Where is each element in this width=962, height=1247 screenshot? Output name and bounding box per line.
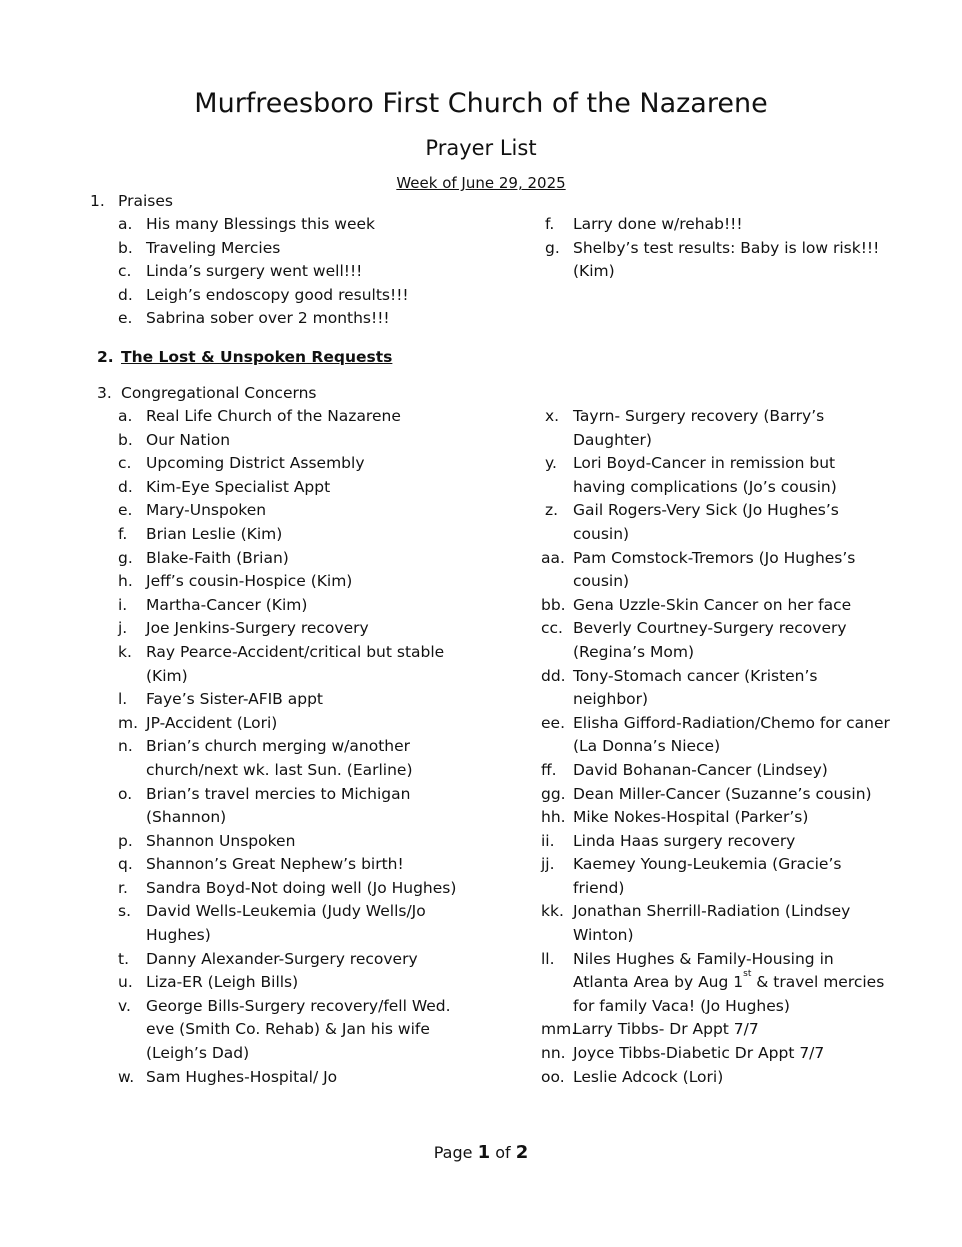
list-marker: j. (118, 619, 128, 638)
list-marker: e. (118, 501, 133, 520)
concerns-list-right (541, 405, 890, 1089)
list-marker: b. (118, 238, 133, 257)
list-item (541, 759, 890, 783)
list-marker: hh. (541, 808, 566, 827)
list-marker: aa. (541, 548, 565, 567)
list-item (118, 688, 463, 712)
list-item-text: Tony-Stomach cancer (Kristen’s neighbor) (573, 666, 818, 709)
list-item (118, 307, 518, 331)
list-marker: v. (118, 996, 131, 1015)
list-marker: bb. (541, 595, 566, 614)
of-word: of (495, 1143, 511, 1162)
section-concerns-heading (97, 382, 316, 405)
list-item (118, 260, 518, 284)
list-marker: jj. (541, 855, 555, 874)
list-marker: c. (118, 454, 132, 473)
list-marker: nn. (541, 1044, 566, 1063)
list-marker: d. (118, 285, 133, 304)
list-item-text: Shannon’s Great Nephew’s birth! (146, 855, 404, 874)
list-item-text: Gena Uzzle-Skin Cancer on her face (573, 595, 852, 614)
list-item-text: Leigh’s endoscopy good results!!! (146, 285, 409, 304)
list-item-text: Danny Alexander-Surgery recovery (146, 949, 418, 968)
list-item (541, 1042, 890, 1066)
list-item (118, 405, 463, 429)
section-label: The Lost & Unspoken Requests (121, 348, 393, 366)
list-item (118, 617, 463, 641)
list-item (118, 499, 463, 523)
list-item (118, 523, 463, 547)
list-marker: w. (118, 1067, 135, 1086)
list-item-text: Ray Pearce-Accident/critical but stable (Kim) (146, 642, 445, 685)
list-marker: t. (118, 949, 130, 968)
list-item-text: Lori Boyd-Cancer in remission but having complications (Jo’s cousin) (573, 454, 837, 496)
list-item (545, 237, 890, 284)
list-marker: h. (118, 572, 133, 591)
list-item (118, 641, 463, 688)
list-marker: ii. (541, 831, 555, 850)
list-item-text: Joe Jenkins-Surgery recovery (146, 619, 369, 638)
list-item (541, 783, 890, 807)
list-marker: a. (118, 407, 133, 425)
list-marker: kk. (541, 902, 564, 921)
list-marker: m. (118, 713, 139, 732)
page-word: Page (433, 1143, 473, 1162)
list-item-text: His many Blessings this week (146, 215, 376, 233)
list-item (541, 547, 890, 594)
list-item (541, 1066, 890, 1090)
list-item (118, 570, 463, 594)
list-item (541, 853, 890, 900)
list-item-text: Our Nation (146, 430, 231, 449)
list-marker: gg. (541, 784, 566, 803)
page-total: 2 (515, 1142, 529, 1163)
list-marker: dd. (541, 666, 566, 685)
list-item (118, 971, 463, 995)
section-label: Praises (118, 192, 173, 210)
list-item-text: Blake-Faith (Brian) (146, 548, 289, 567)
section-number: 1. (90, 192, 105, 210)
list-marker: f. (545, 215, 555, 233)
list-item (118, 995, 463, 1066)
list-item (545, 405, 890, 452)
document-title: Murfreesboro First Church of the Nazarene (194, 88, 768, 119)
list-item-text: Linda Haas surgery recovery (573, 831, 796, 850)
list-marker: ll. (541, 949, 555, 968)
section-praises-heading (90, 190, 173, 213)
list-marker: c. (118, 262, 132, 281)
list-item-text: Brian’s church merging w/another church/next wk. last Sun. (Earline) (146, 737, 413, 779)
list-marker: z. (545, 501, 559, 520)
list-item (541, 1018, 890, 1042)
list-item-text: Shannon Unspoken (146, 831, 296, 850)
list-item-text: Sabrina sober over 2 months!!! (146, 309, 390, 328)
praises-list-right (545, 213, 890, 284)
list-marker: k. (118, 642, 132, 661)
list-marker: oo. (541, 1067, 565, 1086)
list-marker: g. (545, 238, 560, 257)
list-marker: b. (118, 430, 133, 449)
list-marker: x. (545, 407, 560, 425)
list-item (541, 665, 890, 712)
list-marker: ee. (541, 713, 565, 732)
list-item (118, 237, 518, 261)
list-item-text: Upcoming District Assembly (146, 454, 365, 473)
list-item-text: Sandra Boyd-Not doing well (Jo Hughes) (146, 878, 457, 897)
list-marker: cc. (541, 619, 563, 638)
list-item (541, 806, 890, 830)
list-item-text: Larry Tibbs- Dr Appt 7/7 (573, 1020, 759, 1039)
list-item-text: Mike Nokes-Hospital (Parker’s) (573, 808, 809, 827)
section-number: 2. (97, 348, 114, 366)
list-item-text: Tayrn- Surgery recovery (Barry’s Daughter) (573, 407, 825, 449)
list-item-text: Kaemey Young-Leukemia (Gracie’s friend) (573, 855, 842, 897)
list-marker: q. (118, 855, 133, 874)
list-marker: g. (118, 548, 133, 567)
list-item-text: Martha-Cancer (Kim) (146, 595, 308, 614)
list-item-text: David Bohanan-Cancer (Lindsey) (573, 760, 828, 779)
list-item-text: Elisha Gifford-Radiation/Chemo for caner (La Donna’s Niece) (573, 713, 890, 756)
list-item-text: JP-Accident (Lori) (146, 713, 278, 732)
section-label: Congregational Concerns (121, 384, 317, 402)
list-marker: r. (118, 878, 128, 897)
list-item (541, 594, 890, 618)
list-item (541, 617, 890, 664)
list-marker: ff. (541, 760, 557, 779)
list-item-text: Sam Hughes-Hospital/ Jo (146, 1067, 338, 1086)
list-marker: n. (118, 737, 133, 756)
list-item (118, 1066, 463, 1090)
list-marker: mm. (541, 1020, 577, 1039)
list-item-text: Joyce Tibbs-Diabetic Dr Appt 7/7 (573, 1044, 825, 1063)
praises-list-left (118, 213, 518, 331)
list-item-text: George Bills-Surgery recovery/fell Wed. eve (Smith Co. Rehab) & Jan his wife (Leigh’s Dad) (146, 996, 451, 1063)
list-item-text: Gail Rogers-Very Sick (Jo Hughes’s cousin) (573, 501, 839, 543)
list-marker: a. (118, 215, 133, 233)
list-item (118, 429, 463, 453)
list-item (541, 830, 890, 854)
section-number: 3. (97, 384, 112, 402)
list-marker: i. (118, 595, 128, 614)
list-item-text (573, 948, 890, 1019)
list-item (541, 712, 890, 759)
list-item (118, 948, 463, 972)
list-marker: y. (545, 454, 557, 473)
list-marker: s. (118, 902, 132, 921)
list-item-text: Shelby’s test results: Baby is low risk!!! (Kim) (573, 238, 880, 281)
list-marker: o. (118, 784, 133, 803)
list-item-text: Brian’s travel mercies to Michigan (Shannon) (146, 784, 411, 827)
concerns-list-left (118, 405, 463, 1089)
section-lost-heading (97, 346, 392, 369)
page-footer (0, 1141, 962, 1165)
list-item (118, 877, 463, 901)
list-item-text: Traveling Mercies (146, 238, 281, 257)
list-item (118, 476, 463, 500)
list-item (541, 948, 890, 1019)
list-item-text: Beverly Courtney-Surgery recovery (Regina’s Mom) (573, 619, 847, 661)
list-item (118, 594, 463, 618)
list-item-text-part: Niles Hughes & Family-Housing in Atlanta Area by Aug 1 (573, 949, 834, 992)
list-item (118, 735, 463, 782)
week-date: Week of June 29, 2025 (396, 174, 566, 192)
list-item (118, 452, 463, 476)
list-item-text: Real Life Church of the Nazarene (146, 407, 401, 425)
list-item-text: Mary-Unspoken (146, 501, 267, 520)
list-item-text: Leslie Adcock (Lori) (573, 1067, 724, 1086)
list-item (118, 284, 518, 308)
list-item (118, 712, 463, 736)
list-marker: p. (118, 831, 133, 850)
list-marker: f. (118, 524, 128, 543)
list-item (118, 213, 518, 237)
list-item (118, 783, 463, 830)
list-item (118, 547, 463, 571)
document-subtitle: Prayer List (425, 136, 537, 160)
list-marker: d. (118, 477, 133, 496)
list-item (118, 830, 463, 854)
list-item-text: Liza-ER (Leigh Bills) (146, 973, 299, 992)
list-item-text: Dean Miller-Cancer (Suzanne’s cousin) (573, 784, 872, 803)
list-item-text: Larry done w/rehab!!! (573, 215, 743, 233)
list-item-text: Jonathan Sherrill-Radiation (Lindsey Winton) (573, 902, 851, 945)
list-item-text: Pam Comstock-Tremors (Jo Hughes’s cousin) (573, 548, 856, 591)
list-marker: u. (118, 973, 133, 992)
page-number: 1 (477, 1142, 491, 1163)
list-item (118, 853, 463, 877)
list-marker: e. (118, 309, 133, 328)
ordinal-superscript: st (743, 969, 752, 980)
list-item-text: David Wells-Leukemia (Judy Wells/Jo Hughes) (146, 902, 426, 945)
list-item-text: Brian Leslie (Kim) (146, 524, 283, 543)
list-item (118, 900, 463, 947)
list-item-text: Jeff’s cousin-Hospice (Kim) (146, 572, 353, 591)
list-item-text: Kim-Eye Specialist Appt (146, 477, 331, 496)
list-item (545, 452, 890, 499)
list-item (541, 900, 890, 947)
list-item-text-part: & travel mercies for family Vaca! (Jo Hughes) (573, 973, 885, 1015)
list-item (545, 499, 890, 546)
list-item-text: Faye’s Sister-AFIB appt (146, 690, 324, 709)
list-marker: l. (118, 690, 128, 709)
list-item-text: Linda’s surgery went well!!! (146, 262, 363, 281)
list-item (545, 213, 890, 237)
